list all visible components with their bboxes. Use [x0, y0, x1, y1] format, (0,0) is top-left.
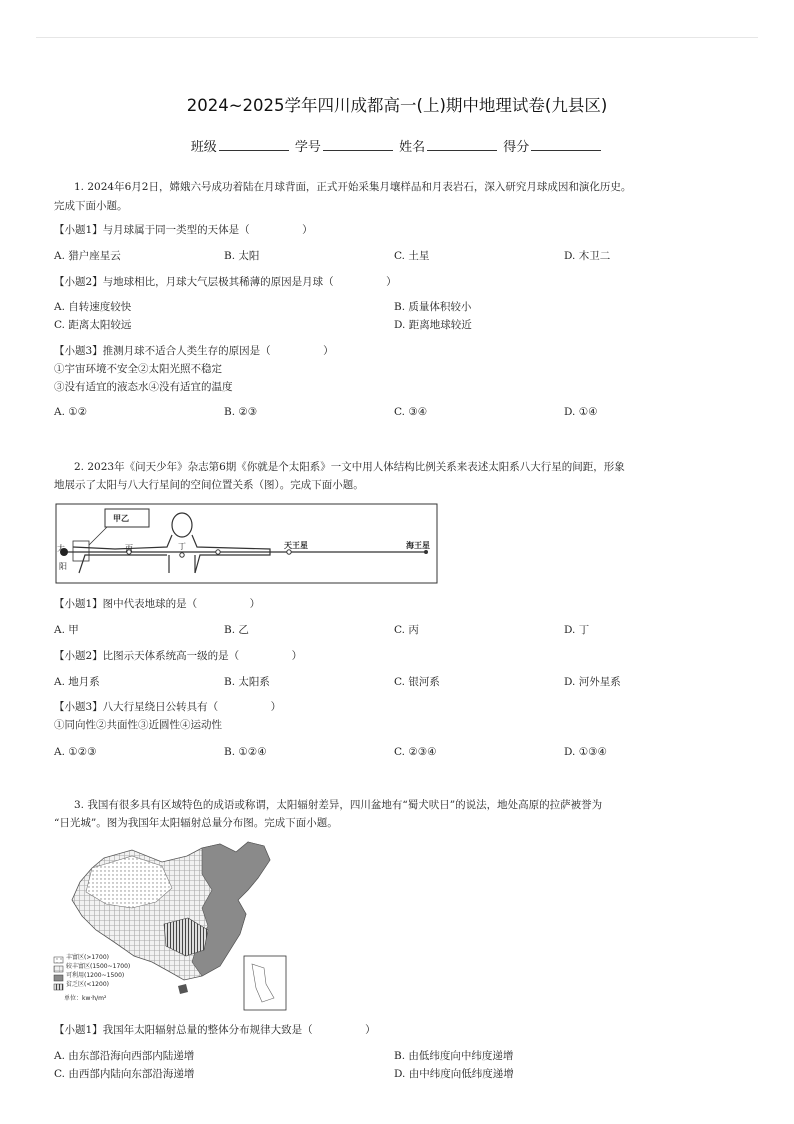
q3-sub1-option-d[interactable]: D. 由中纬度向低纬度递增 [394, 1068, 514, 1080]
q3-sub1-option-c[interactable]: C. 由西部内陆向东部沿海递增 [54, 1068, 195, 1080]
top-divider [36, 37, 758, 38]
legend-item-rich: 丰富区(>1700) [66, 954, 109, 961]
fig-label-neptune: 海王星 [406, 541, 430, 550]
q1-stem-line2: 完成下面小题。 [54, 200, 128, 212]
q1-sub2-option-c[interactable]: C. 距离太阳较远 [54, 319, 132, 331]
fig-label-bing: 丙 [125, 544, 133, 553]
q1-sub1-option-c[interactable]: C. 土星 [394, 250, 430, 262]
legend-unit: 单位：kw·h/m² [64, 995, 107, 1002]
q3-sub1-question: 【小题1】我国年太阳辐射总量的整体分布规律大致是（ ） [54, 1024, 376, 1036]
q1-sub3-option-d[interactable]: D. ①④ [564, 406, 598, 418]
page-title: 2024~2025学年四川成都高一(上)期中地理试卷(九县区) [186, 96, 608, 115]
q1-stem-line1: 1. 2024年6月2日，嫦娥六号成功着陆在月球背面，正式开始采集月壤样品和月表岩石，深入研究月球成因和演化历史。 [74, 181, 632, 193]
q1-sub3-statement1: ①宇宙环境不安全②太阳光照不稳定 [54, 363, 222, 375]
q2-sub1-option-a[interactable]: A. 甲 [54, 624, 79, 636]
q1-sub3-statement2: ③没有适宜的液态水④没有适宜的温度 [54, 381, 233, 393]
q1-sub2-option-b[interactable]: B. 质量体积较小 [394, 301, 472, 313]
q2-sub1-option-d[interactable]: D. 丁 [564, 624, 590, 636]
q2-stem-line1: 2. 2023年《问天少年》杂志第6期《你就是个太阳系》一文中用人体结构比例关系来表述太阳系八大行星的间距，形象 [74, 461, 625, 473]
q2-sub2-option-a[interactable]: A. 地月系 [54, 676, 100, 688]
legend-item-usable: 可利用(1200~1500) [66, 972, 125, 979]
class-blank[interactable] [219, 139, 289, 151]
q1-sub2-question: 【小题2】与地球相比，月球大气层极其稀薄的原因是月球（ ） [54, 276, 397, 288]
score-blank[interactable] [531, 139, 601, 151]
student-info-row [0, 136, 794, 155]
q1-sub2-option-d[interactable]: D. 距离地球较近 [394, 319, 472, 331]
q1-sub3-question: 【小题3】推测月球不适合人类生存的原因是（ ） [54, 345, 334, 357]
fig-label-ding: 丁 [178, 542, 186, 551]
q2-sub2-option-c[interactable]: C. 银河系 [394, 676, 440, 688]
q1-sub2-option-a[interactable]: A. 自转速度较快 [54, 301, 132, 313]
fig-label-sun-2: 阳 [59, 562, 67, 571]
id-blank[interactable] [323, 139, 393, 151]
name-blank[interactable] [427, 139, 497, 151]
q1-sub1-option-d[interactable]: D. 木卫二 [564, 250, 611, 262]
q2-sub2-option-d[interactable]: D. 河外星系 [564, 676, 621, 688]
fig-label-sun: 太 [57, 544, 65, 553]
q3-stem-line1: 3. 我国有很多具有区域特色的成语或称谓，太阳辐射差异，四川盆地有“蜀犬吠日”的说法，地处高原的拉萨被誉为 [74, 799, 603, 811]
q3-sub1-option-a[interactable]: A. 由东部沿海向西部内陆递增 [54, 1050, 195, 1062]
q1-sub1-option-b[interactable]: B. 太阳 [224, 250, 260, 262]
q2-sub3-option-a[interactable]: A. ①②③ [54, 746, 97, 758]
id-label: 学号 [294, 140, 321, 155]
fig-label-jiayi: 甲乙 [113, 514, 129, 523]
score-label: 得分 [503, 140, 530, 155]
fig-label-uranus: 天王星 [284, 541, 308, 550]
class-label: 班级 [190, 140, 217, 155]
q3-stem-line2: “日光城”。图为我国年太阳辐射总量分布图。完成下面小题。 [54, 817, 338, 829]
q1-sub3-option-b[interactable]: B. ②③ [224, 406, 258, 418]
q2-sub1-option-b[interactable]: B. 乙 [224, 624, 249, 636]
name-label: 姓名 [399, 140, 426, 155]
q2-sub1-question: 【小题1】图中代表地球的是（ ） [54, 598, 261, 610]
q2-stem-line2: 地展示了太阳与八大行星间的空间位置关系（图）。完成下面小题。 [54, 479, 364, 491]
q3-sub1-option-b[interactable]: B. 由低纬度向中纬度递增 [394, 1050, 514, 1062]
q2-sub3-option-c[interactable]: C. ②③④ [394, 746, 437, 758]
q1-sub1-question: 【小题1】与月球属于同一类型的天体是（ ） [54, 224, 313, 236]
q1-sub3-option-c[interactable]: C. ③④ [394, 406, 428, 418]
q1-sub1-option-a[interactable]: A. 猎户座星云 [54, 250, 121, 262]
q2-sub3-statement1: ①同向性②共面性③近圆性④运动性 [54, 719, 222, 731]
legend-item-fairly-rich: 较丰富区(1500~1700) [66, 963, 131, 970]
legend-item-poor: 贫乏区(<1200) [66, 981, 109, 988]
q1-sub3-option-a[interactable]: A. ①② [54, 406, 88, 418]
q2-sub3-option-b[interactable]: B. ①②④ [224, 746, 267, 758]
q2-sub1-option-c[interactable]: C. 丙 [394, 624, 419, 636]
q2-sub2-option-b[interactable]: B. 太阳系 [224, 676, 270, 688]
q2-sub3-option-d[interactable]: D. ①③④ [564, 746, 607, 758]
q2-sub3-question: 【小题3】八大行星绕日公转具有（ ） [54, 701, 282, 713]
q2-sub2-question: 【小题2】比图示天体系统高一级的是（ ） [54, 650, 303, 662]
